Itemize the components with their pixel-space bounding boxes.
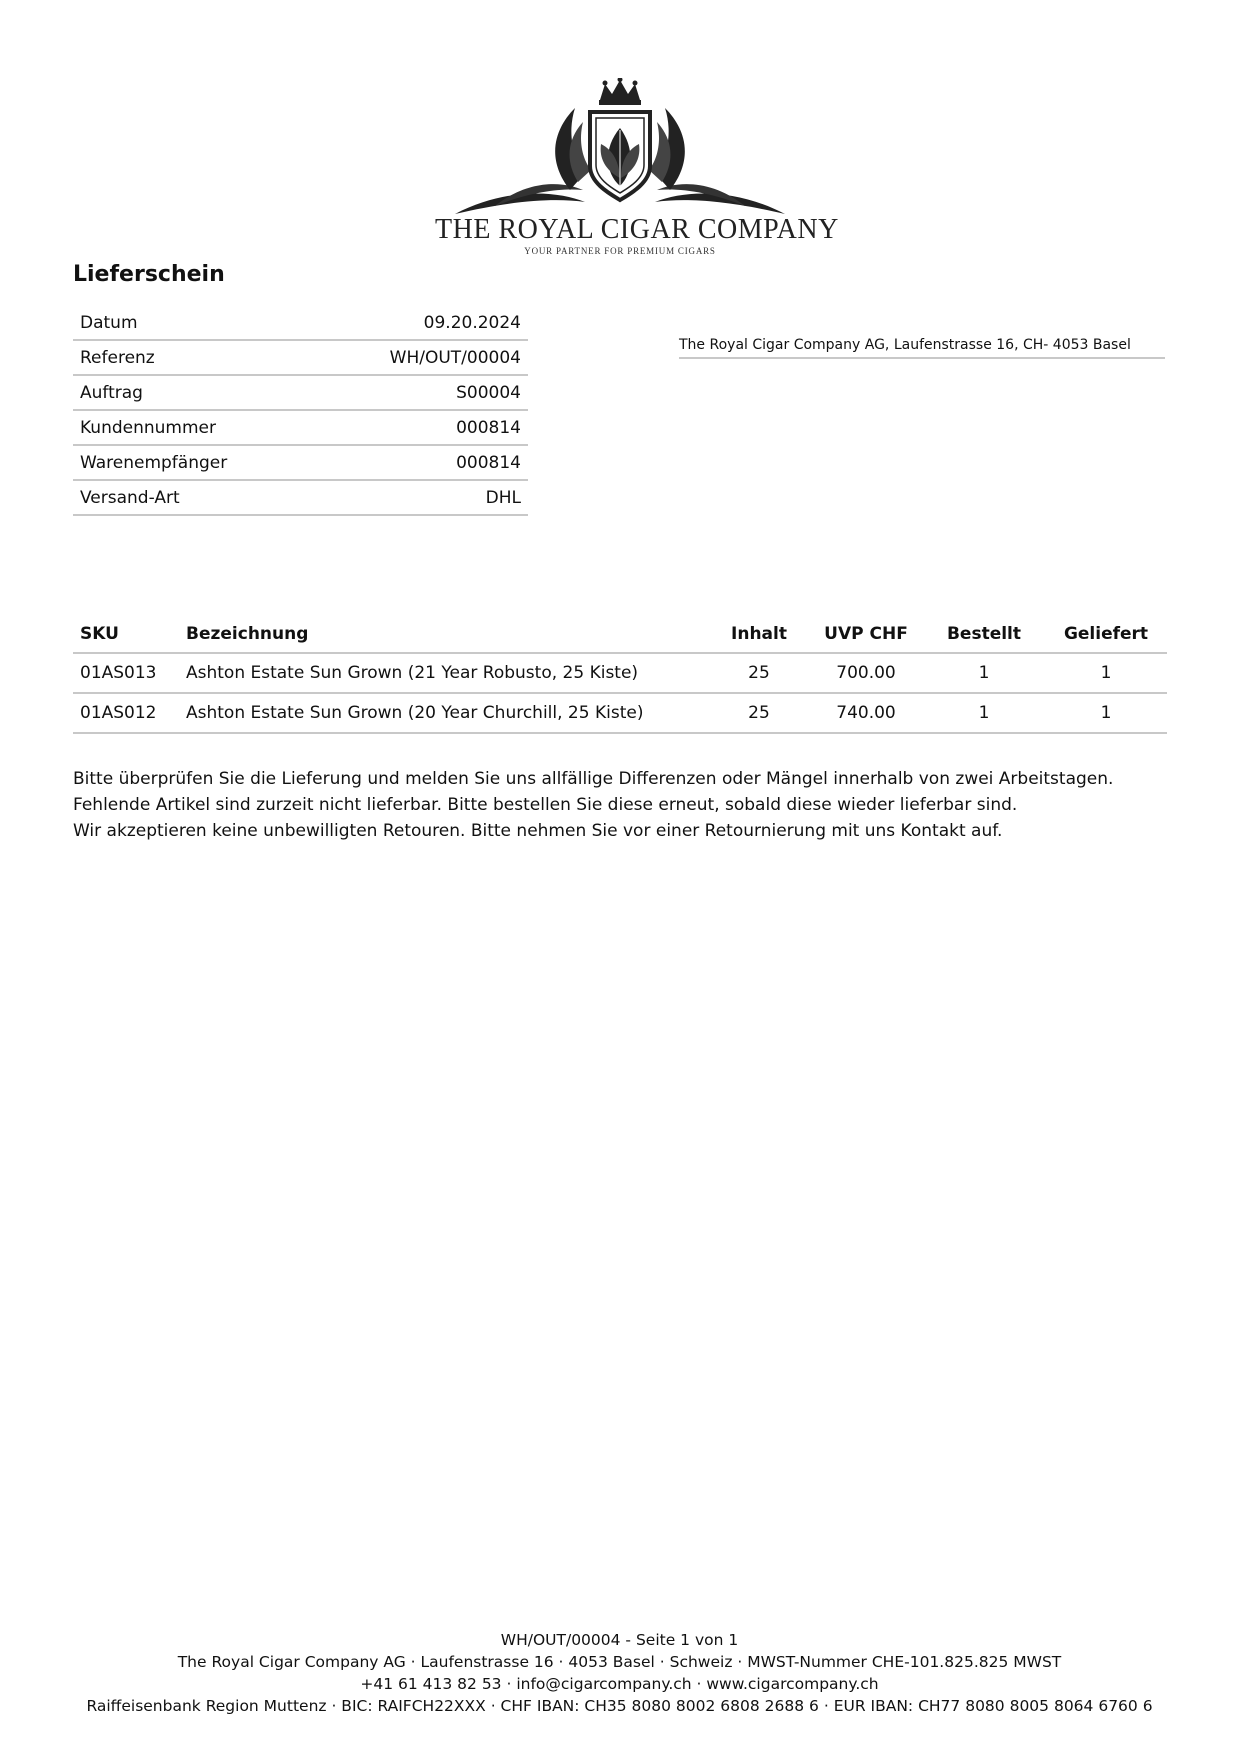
company-name: THE ROYAL CIGAR COMPANY — [435, 214, 839, 245]
column-header-uvp: UVP CHF — [809, 616, 923, 653]
note-line: Bitte überprüfen Sie die Lieferung und melden Sie uns allfällige Differenzen oder Mängel innerhalb von zwei Arbeitstagen. — [73, 769, 1114, 789]
cell-inhalt: 25 — [709, 653, 809, 693]
document-title: Lieferschein — [73, 262, 225, 287]
cell-sku: 01AS013 — [73, 653, 179, 693]
meta-value: WH/OUT/00004 — [312, 340, 528, 375]
table-row — [73, 693, 1167, 733]
meta-value: S00004 — [312, 375, 528, 410]
meta-label: Warenempfänger — [73, 445, 312, 480]
delivery-notes — [73, 766, 1113, 844]
cell-geliefert: 1 — [1045, 653, 1167, 693]
meta-row — [73, 410, 528, 445]
table-header-row — [73, 616, 1167, 653]
meta-value: 000814 — [312, 410, 528, 445]
cell-uvp: 740.00 — [809, 693, 923, 733]
line-items-table — [73, 616, 1167, 734]
company-tagline: YOUR PARTNER FOR PREMIUM CIGARS — [524, 246, 716, 256]
meta-value: 09.20.2024 — [312, 306, 528, 340]
meta-label: Versand-Art — [73, 480, 312, 515]
footer-page-number: WH/OUT/00004 - Seite 1 von 1 — [500, 1631, 739, 1649]
column-header-bestellt: Bestellt — [923, 616, 1045, 653]
meta-label: Datum — [73, 306, 312, 340]
note-line: Fehlende Artikel sind zurzeit nicht lieferbar. Bitte bestellen Sie diese erneut, sobald diese wieder lieferbar sind. — [73, 795, 1018, 815]
cell-sku: 01AS012 — [73, 693, 179, 733]
sender-address-line: The Royal Cigar Company AG, Laufenstrasse 16, CH- 4053 Basel — [679, 337, 1165, 359]
company-logo — [435, 78, 839, 258]
document-meta-table — [73, 306, 528, 516]
meta-value: DHL — [312, 480, 528, 515]
note-line: Wir akzeptieren keine unbewilligten Retouren. Bitte nehmen Sie vor einer Retournierung mit uns Kontakt auf. — [73, 821, 1003, 841]
meta-row — [73, 445, 528, 480]
column-header-sku: SKU — [73, 616, 179, 653]
footer-contact: +41 61 413 82 53 · info@cigarcompany.ch · www.cigarcompany.ch — [360, 1675, 879, 1693]
meta-value: 000814 — [312, 445, 528, 480]
cell-bestellt: 1 — [923, 653, 1045, 693]
cell-uvp: 700.00 — [809, 653, 923, 693]
table-row — [73, 653, 1167, 693]
cell-bestellt: 1 — [923, 693, 1045, 733]
footer-address: The Royal Cigar Company AG · Laufenstrasse 16 · 4053 Basel · Schweiz · MWST-Nummer CHE-101.825.825 MWST — [177, 1653, 1062, 1671]
crest-icon — [435, 78, 805, 218]
cell-inhalt: 25 — [709, 693, 809, 733]
meta-row — [73, 340, 528, 375]
meta-label: Kundennummer — [73, 410, 312, 445]
page-footer — [0, 1629, 1239, 1717]
meta-row — [73, 375, 528, 410]
meta-row — [73, 306, 528, 340]
meta-label: Referenz — [73, 340, 312, 375]
column-header-geliefert: Geliefert — [1045, 616, 1167, 653]
column-header-inhalt: Inhalt — [709, 616, 809, 653]
meta-label: Auftrag — [73, 375, 312, 410]
cell-bezeichnung: Ashton Estate Sun Grown (20 Year Churchill, 25 Kiste) — [179, 693, 709, 733]
meta-row — [73, 480, 528, 515]
cell-bezeichnung: Ashton Estate Sun Grown (21 Year Robusto, 25 Kiste) — [179, 653, 709, 693]
footer-bank: Raiffeisenbank Region Muttenz · BIC: RAIFCH22XXX · CHF IBAN: CH35 8080 8002 6808 2688 6 · EUR IBAN: CH77 8080 8005 8064 6760 6 — [86, 1697, 1153, 1715]
column-header-bezeichnung: Bezeichnung — [179, 616, 709, 653]
cell-geliefert: 1 — [1045, 693, 1167, 733]
